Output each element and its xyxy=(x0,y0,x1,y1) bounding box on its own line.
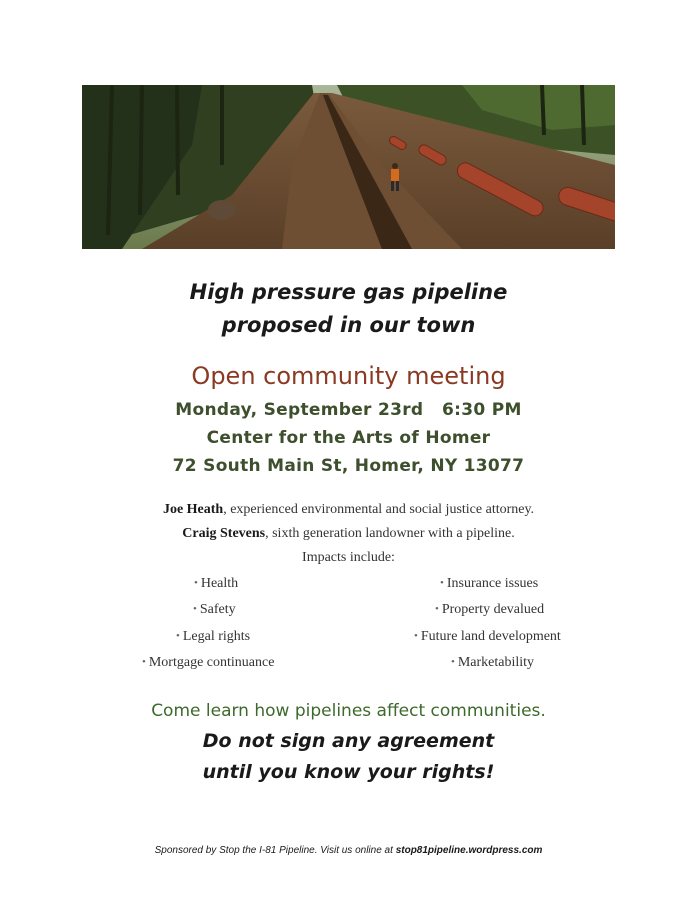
impact-label: Marketability xyxy=(457,655,535,670)
headline-line-2: proposed in our town xyxy=(221,313,476,337)
list-item xyxy=(451,655,534,671)
bullet-icon: • xyxy=(142,656,146,668)
meeting-venue: Center for the Arts of Homer xyxy=(206,428,491,448)
bullet-icon: • xyxy=(194,577,198,589)
bullet-icon: • xyxy=(451,656,455,668)
warning-line-1: Do not sign any agreement xyxy=(202,730,495,752)
list-item xyxy=(194,576,238,592)
meeting-title: Open community meeting xyxy=(191,362,506,390)
call-to-action: Come learn how pipelines affect communities. xyxy=(151,701,546,721)
impact-label: Mortgage continuance xyxy=(148,655,275,670)
impacts-heading: Impacts include: xyxy=(302,550,395,565)
footer-link[interactable]: stop81pipeline.wordpress.com xyxy=(395,845,543,856)
list-item xyxy=(176,629,250,645)
speaker-desc: , experienced environmental and social justice attorney. xyxy=(223,502,535,517)
impact-label: Legal rights xyxy=(182,629,251,644)
list-item xyxy=(142,655,274,671)
list-item xyxy=(193,602,236,618)
impact-label: Future land development xyxy=(420,629,561,644)
headline-line-1: High pressure gas pipeline xyxy=(189,280,508,304)
speaker-desc: , sixth generation landowner with a pipeline. xyxy=(265,526,515,541)
list-item xyxy=(435,602,544,618)
footer xyxy=(0,845,697,856)
impact-label: Health xyxy=(200,576,239,591)
bullet-icon: • xyxy=(176,630,180,642)
bullet-icon: • xyxy=(193,603,197,615)
warning-line-2: until you know your rights! xyxy=(202,761,495,783)
footer-text: Sponsored by Stop the I-81 Pipeline. Visit us online at xyxy=(154,845,396,856)
bullet-icon: • xyxy=(435,603,439,615)
impact-label: Property devalued xyxy=(441,602,545,617)
speaker-name: Joe Heath xyxy=(162,502,224,517)
meeting-address: 72 South Main St, Homer, NY 13077 xyxy=(172,456,525,476)
speaker-name: Craig Stevens xyxy=(182,526,266,541)
list-item xyxy=(414,629,561,645)
list-item xyxy=(440,576,538,592)
bullet-icon: • xyxy=(440,577,444,589)
bullet-icon: • xyxy=(414,630,418,642)
impact-label: Safety xyxy=(199,602,236,617)
meeting-datetime: Monday, September 23rd 6:30 PM xyxy=(175,400,522,420)
impact-label: Insurance issues xyxy=(446,576,539,591)
